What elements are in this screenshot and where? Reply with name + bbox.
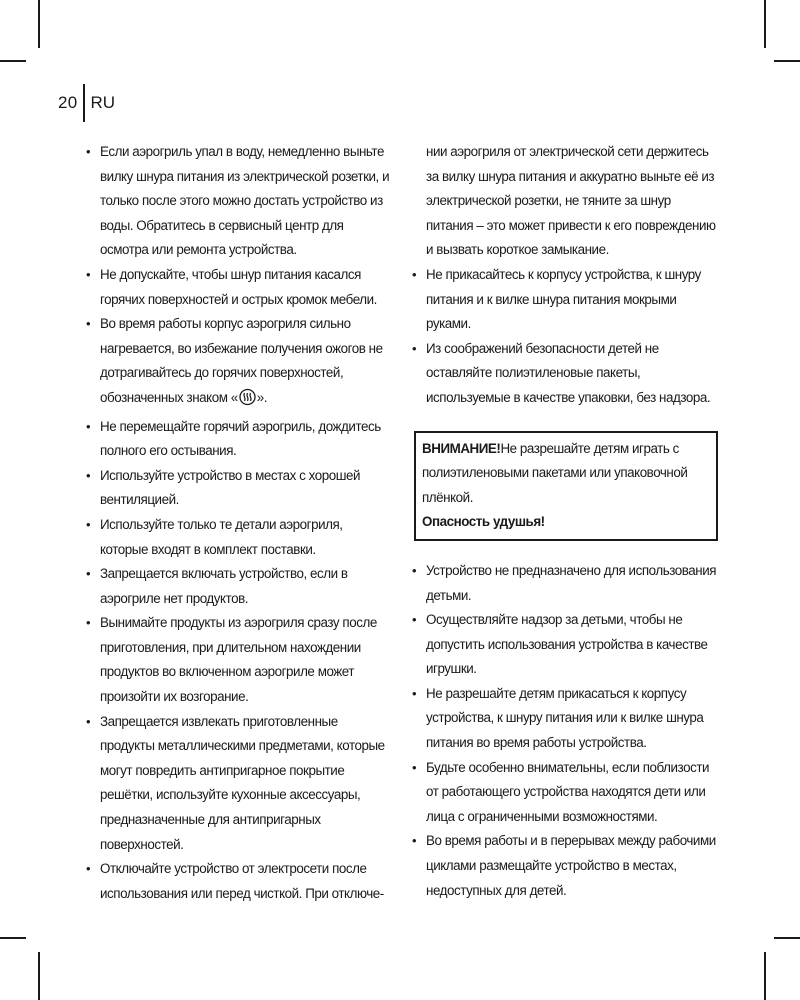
list-item: • Не прикасайтесь к корпусу устройства, к шнуру питания и к вилке шнура питания мокрыми руками.	[412, 263, 718, 337]
list-item-text: Во время работы корпус аэрогриля сильно нагревается, во избежание получения ожогов не дотрагивайтесь до горячих поверхностей, обозначенных знаком «	[100, 316, 383, 405]
list-item: • Во время работы и в перерывах между рабочими циклами размещайте устройство в местах, недоступных для детей.	[412, 829, 718, 903]
page-header	[58, 84, 115, 122]
list-item-text: ».	[256, 389, 267, 405]
warning-text: Не разрешайте детям играть с полиэтиленовыми пакетами или упаковочной плёнкой.	[422, 440, 688, 505]
list-item: • Устройство не предназначено для использования детьми.	[412, 559, 718, 608]
list-item: • Запрещается извлекать приготовленные продукты металлическими предметами, которые могут повредить антипригарное покрытие решётки, используйте кухонные аксессуары, предназначенные для антипригарных поверхностей.	[86, 710, 392, 858]
list-item: • Вынимайте продукты из аэрогриля сразу после приготовления, при длительном нахождении продуктов во включенном аэрогриле может произойти их возгорание.	[86, 611, 392, 709]
list-item: • Из соображений безопасности детей не оставляйте полиэтиленовые пакеты, используемые в качестве упаковки, без надзора.	[412, 337, 718, 411]
list-item: • Осуществляйте надзор за детьми, чтобы не допустить использования устройства в качестве игрушки.	[412, 608, 718, 682]
list-item: • Используйте только те детали аэрогриля, которые входят в комплект поставки.	[86, 513, 392, 562]
warning-box	[414, 431, 718, 541]
right-column	[412, 140, 718, 903]
safety-list-right-top	[412, 263, 718, 411]
crop-mark	[774, 937, 800, 939]
crop-mark	[774, 60, 800, 62]
warning-danger: Опасность удушья!	[422, 514, 545, 530]
crop-mark	[764, 0, 766, 48]
hot-surface-icon	[239, 388, 256, 415]
list-item: • Если аэрогриль упал в воду, немедленно выньте вилку шнура питания из электрической розетки, и только после этого можно достать устройство из воды. Обратитесь в сервисный центр для осмотра или ремонта устройства.	[86, 140, 392, 263]
crop-mark	[38, 0, 40, 48]
list-item	[86, 312, 392, 414]
list-item: • Запрещается включать устройство, если в аэрогриле нет продуктов.	[86, 562, 392, 611]
crop-mark	[0, 60, 26, 62]
left-column	[86, 140, 392, 906]
continued-paragraph: нии аэрогриля от электрической сети держитесь за вилку шнура питания и аккуратно выньте её из электрической розетки, не тяните за шнур питания – это может привести к его повреждению и вызвать короткое замыкание.	[426, 144, 716, 258]
safety-list-right-bottom	[412, 559, 718, 903]
warning-label: ВНИМАНИЕ!	[422, 440, 501, 456]
crop-mark	[38, 952, 40, 1000]
list-item: • Используйте устройство в местах с хорошей вентиляцией.	[86, 464, 392, 513]
language-code: RU	[90, 93, 116, 112]
safety-list-left	[86, 140, 392, 906]
list-item: • Не допускайте, чтобы шнур питания касался горячих поверхностей и острых кромок мебели.	[86, 263, 392, 312]
header-divider	[83, 84, 85, 122]
crop-mark	[764, 952, 766, 1000]
crop-mark	[0, 937, 26, 939]
list-item: • Отключайте устройство от электросети после использования или перед чисткой. При отключе-	[86, 857, 392, 906]
list-item: • Будьте особенно внимательны, если поблизости от работающего устройства находятся дети или лица с ограниченными возможностями.	[412, 756, 718, 830]
list-item: • Не разрешайте детям прикасаться к корпусу устройства, к шнуру питания или к вилке шнура питания во время работы устройства.	[412, 682, 718, 756]
list-item: • Не перемещайте горячий аэрогриль, дождитесь полного его остывания.	[86, 415, 392, 464]
page-number: 20	[58, 93, 78, 112]
